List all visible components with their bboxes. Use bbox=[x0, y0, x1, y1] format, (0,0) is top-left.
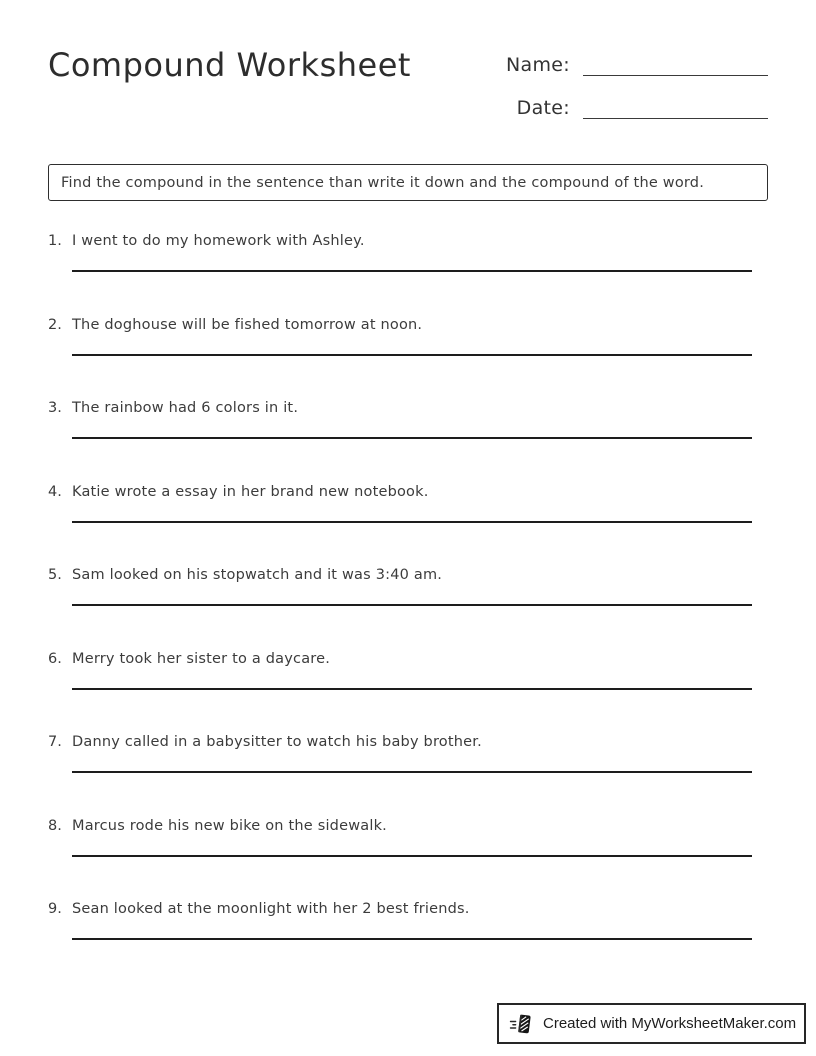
creator-credit-text: Created with MyWorksheetMaker.com bbox=[543, 1015, 797, 1032]
answer-blank-line bbox=[72, 771, 752, 773]
question-number: 9. bbox=[48, 901, 62, 917]
answer-blank-line bbox=[72, 604, 752, 606]
question-number: 7. bbox=[48, 734, 62, 750]
name-date-block bbox=[506, 46, 768, 132]
instruction-text: Find the compound in the sentence than write it down and the compound of the word. bbox=[61, 174, 705, 191]
question-item-7 bbox=[48, 728, 768, 812]
question-sentence: Sam looked on his stopwatch and it was 3:40 am. bbox=[72, 567, 443, 583]
question-item-2 bbox=[48, 311, 768, 395]
answer-blank-line bbox=[72, 270, 752, 272]
question-number: 8. bbox=[48, 817, 62, 834]
question-item-9 bbox=[48, 895, 768, 979]
creator-badge bbox=[497, 1003, 806, 1044]
question-sentence: Katie wrote a essay in her brand new notebook. bbox=[72, 483, 429, 500]
question-sentence: The doghouse will be fished tomorrow at noon. bbox=[72, 316, 423, 333]
page-title: Compound Worksheet bbox=[48, 46, 411, 84]
answer-blank-line bbox=[72, 855, 752, 857]
question-item-1 bbox=[48, 227, 768, 311]
worksheet-maker-logo-icon bbox=[509, 1011, 535, 1037]
date-row bbox=[506, 89, 768, 119]
name-row bbox=[506, 46, 768, 76]
question-number: 1. bbox=[48, 233, 62, 249]
question-sentence: Danny called in a babysitter to watch his baby brother. bbox=[72, 734, 482, 750]
answer-blank-line bbox=[72, 521, 752, 523]
question-number: 3. bbox=[48, 400, 62, 416]
instruction-box bbox=[48, 164, 768, 201]
name-blank-line bbox=[583, 50, 768, 76]
name-label: Name: bbox=[506, 54, 570, 76]
question-number: 6. bbox=[48, 650, 62, 667]
question-sentence: Sean looked at the moonlight with her 2 best friends. bbox=[72, 901, 470, 917]
answer-blank-line bbox=[72, 688, 752, 690]
question-number: 2. bbox=[48, 316, 62, 333]
date-label: Date: bbox=[516, 97, 570, 119]
question-item-3 bbox=[48, 394, 768, 478]
question-number: 5. bbox=[48, 567, 62, 583]
question-item-4 bbox=[48, 478, 768, 562]
question-list bbox=[48, 227, 768, 979]
question-item-6 bbox=[48, 645, 768, 729]
answer-blank-line bbox=[72, 437, 752, 439]
date-blank-line bbox=[583, 93, 768, 119]
question-sentence: Merry took her sister to a daycare. bbox=[72, 650, 331, 667]
answer-blank-line bbox=[72, 938, 752, 940]
question-item-5 bbox=[48, 561, 768, 645]
question-sentence: Marcus rode his new bike on the sidewalk. bbox=[72, 817, 387, 834]
question-item-8 bbox=[48, 812, 768, 896]
question-number: 4. bbox=[48, 483, 62, 500]
answer-blank-line bbox=[72, 354, 752, 356]
question-sentence: I went to do my homework with Ashley. bbox=[72, 233, 365, 249]
question-sentence: The rainbow had 6 colors in it. bbox=[72, 400, 299, 416]
